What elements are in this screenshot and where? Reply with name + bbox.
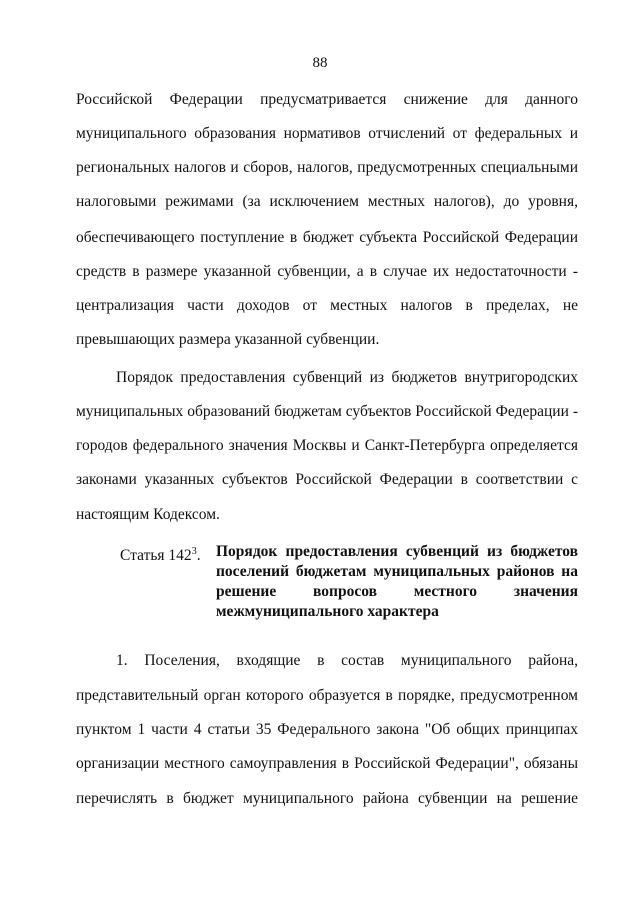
text-line: муниципальных образований бюджетам субъектов Российской Федерации - [76,403,578,420]
text-line: пунктом 1 части 4 статьи 35 Федерального закона "Об общих принципах [76,721,578,738]
text-line: Порядок предоставления субвенций из бюджетов внутригородских [116,369,578,386]
article-title-line: поселений бюджетам муниципальных районов на [216,563,578,580]
text-line: городов федерального значения Москвы и Санкт-Петербурга определяется [76,437,578,454]
text-line: настоящим Кодексом. [76,506,220,523]
text-line: средств в размере указанной субвенции, а в случае их недостаточности - [76,263,578,280]
text-line: законами указанных субъектов Российской Федерации в соответствии с [76,471,578,488]
article-number [120,542,201,566]
text-line: организации местного самоуправления в Российской Федерации", обязаны [76,755,578,772]
article-title-line: Порядок предоставления субвенций из бюджетов [216,543,578,560]
page-number: 88 [312,55,328,71]
text-line: обеспечивающего поступление в бюджет субъекта Российской Федерации [76,229,578,246]
text-line: перечислять в бюджет муниципального района субвенции на решение [76,790,578,807]
article-title-line: межмуниципального характера [216,603,439,620]
article-label-suffix: . [196,547,201,564]
article-label-text: Статья 142 [120,547,192,564]
text-line: 1. Поселения, входящие в состав муниципального района, [116,652,578,669]
text-line: налоговыми режимами (за исключением местных налогов), до уровня, [76,193,578,210]
text-line: муниципального образования нормативов отчислений от федеральных и [76,125,578,142]
text-line: централизация части доходов от местных налогов в пределах, не [76,297,578,314]
text-line: превышающих размера указанной субвенции. [76,331,380,348]
text-line: региональных налогов и сборов, налогов, предусмотренных специальными [76,159,578,176]
article-title-line: решение вопросов местного значения [216,583,578,600]
article-label-superscript: 3 [191,546,197,557]
text-line: представительный орган которого образуется в порядке, предусмотренном [76,687,578,704]
text-line: Российской Федерации предусматривается снижение для данного [76,91,578,108]
